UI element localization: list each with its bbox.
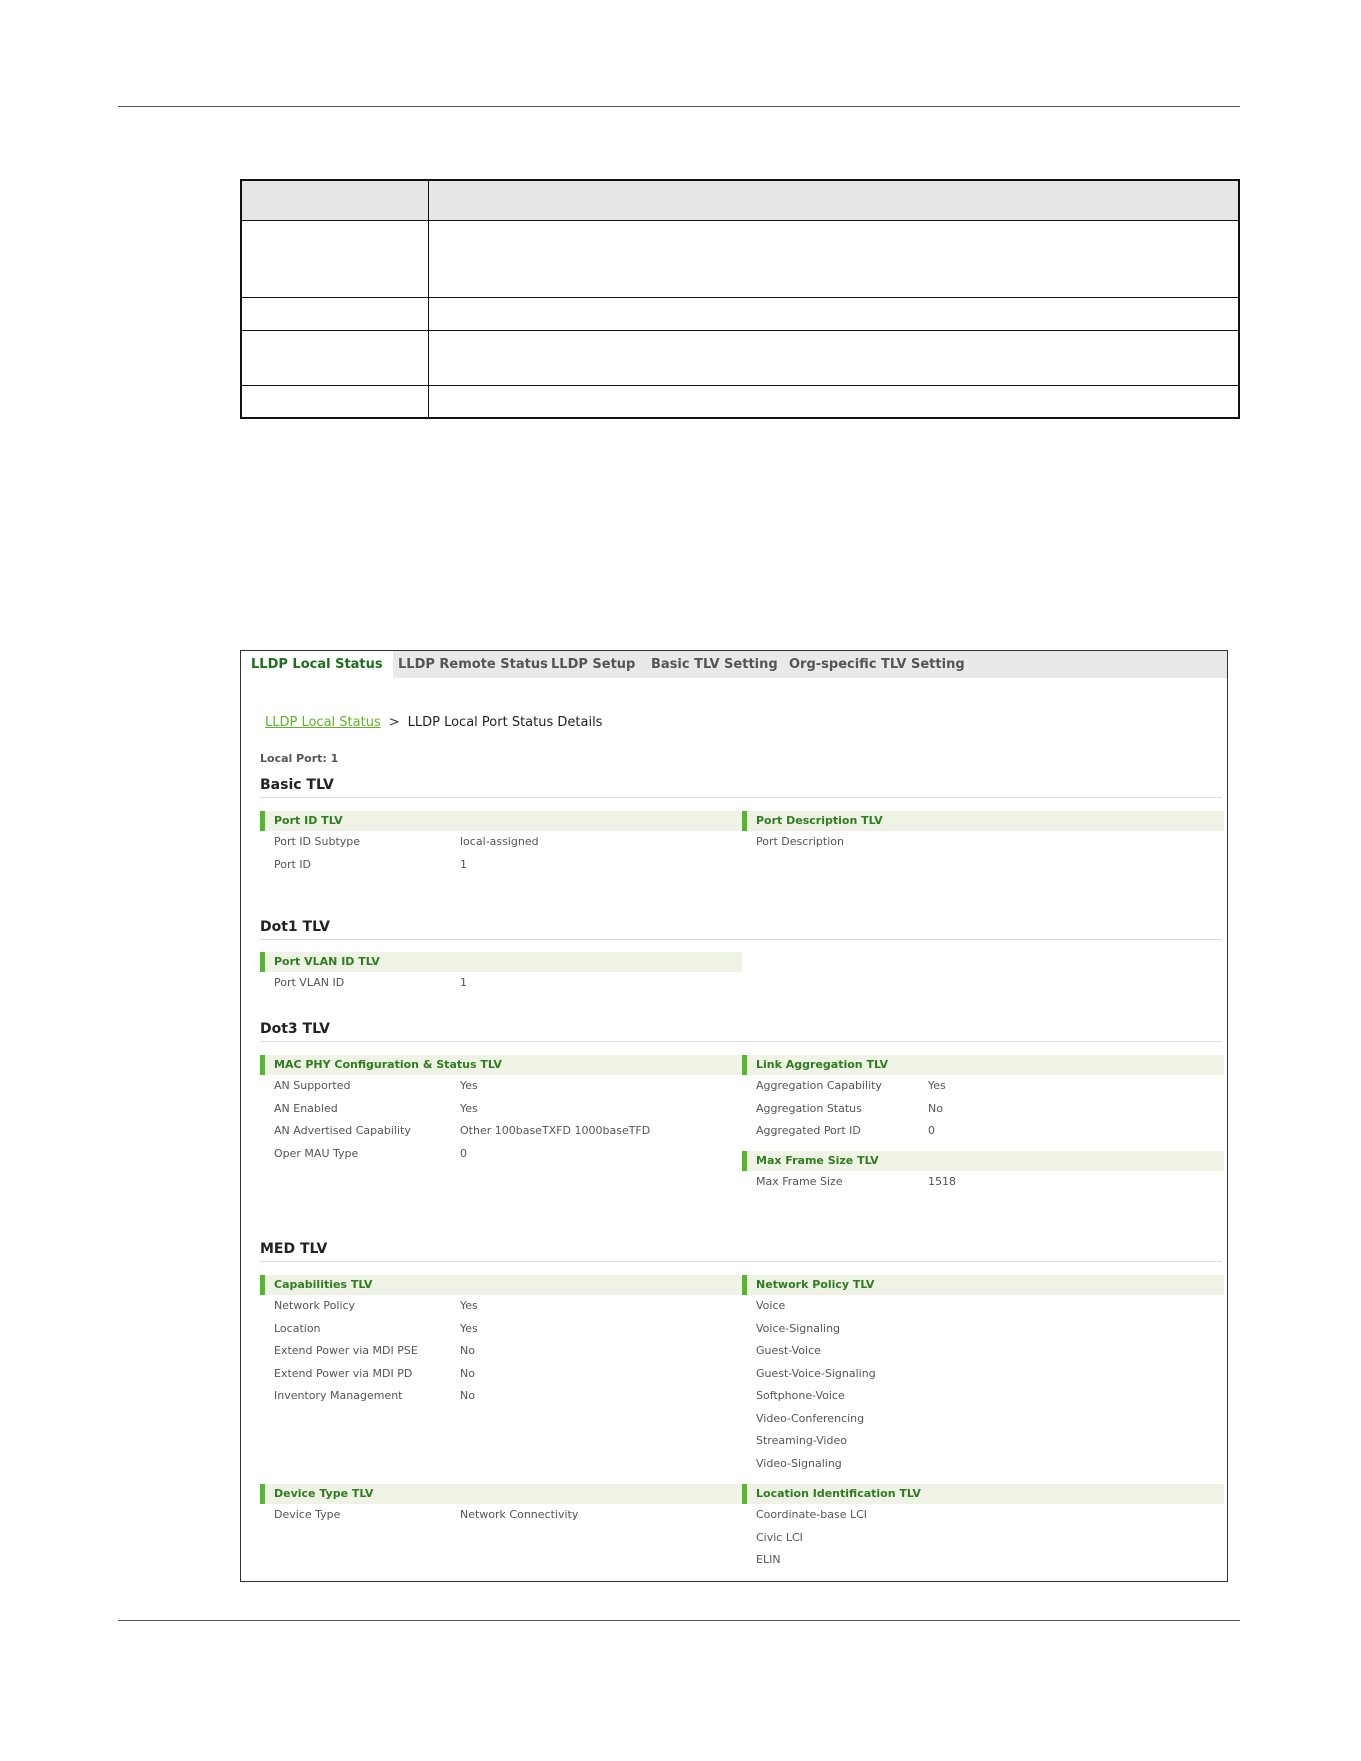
header-rule — [118, 106, 1240, 107]
tlv-row — [742, 1098, 1224, 1121]
tlv-field-label: ELIN — [756, 1553, 781, 1566]
tlv-field-label: Extend Power via MDI PD — [274, 1366, 413, 1380]
tlv-field-label: Max Frame Size — [756, 1175, 843, 1188]
breadcrumb — [265, 715, 602, 730]
tab-bar — [241, 651, 1227, 678]
table-cell — [241, 386, 429, 419]
tlv-field-label: Coordinate-base LCI — [756, 1508, 868, 1521]
tlv-row — [260, 831, 742, 854]
tlv-row — [742, 1295, 1224, 1318]
device-type-tlv-group — [260, 1484, 742, 1527]
tlv-row — [742, 1408, 1224, 1431]
tlv-field-label: Port VLAN ID — [274, 976, 345, 989]
tlv-field-label: Network Policy — [274, 1299, 356, 1312]
tlv-field-value: Yes — [460, 1079, 478, 1092]
table-cell — [429, 298, 1240, 331]
table-cell — [429, 331, 1240, 386]
tlv-row — [742, 1549, 1224, 1572]
table-cell — [241, 221, 429, 298]
tlv-field-label: Extend Power via MDI PSE — [274, 1344, 418, 1357]
tlv-field-label: Aggregation Status — [756, 1101, 862, 1115]
tlv-field-label: Port Description — [756, 835, 844, 848]
tlv-field-value: Yes — [460, 1101, 478, 1115]
tlv-row — [260, 1504, 742, 1527]
location-identification-tlv-group — [742, 1484, 1224, 1572]
tlv-row — [260, 1120, 742, 1143]
table-row — [241, 386, 1239, 419]
tab-lldp-local-status[interactable]: LLDP Local Status — [241, 651, 393, 678]
tlv-row — [742, 1385, 1224, 1408]
tlv-field-label: Voice-Signaling — [756, 1321, 841, 1335]
tlv-row — [742, 1120, 1224, 1143]
tlv-row — [742, 1430, 1224, 1453]
tab-lldp-setup[interactable]: LLDP Setup — [551, 657, 636, 672]
tlv-row — [260, 1363, 742, 1386]
tlv-group-title: Port VLAN ID TLV — [260, 952, 742, 972]
tlv-group-title: Link Aggregation TLV — [742, 1055, 1224, 1075]
tlv-field-value: Yes — [460, 1299, 478, 1312]
breadcrumb-link-lldp-local-status[interactable]: LLDP Local Status — [265, 715, 381, 730]
tlv-field-value: 0 — [460, 1146, 467, 1160]
tlv-row — [742, 1075, 1224, 1098]
lldp-local-port-status-screen — [240, 650, 1228, 1582]
tlv-row — [260, 1075, 742, 1098]
tab-lldp-remote-status[interactable]: LLDP Remote Status — [398, 657, 548, 672]
port-vlan-id-tlv-group — [260, 952, 742, 995]
port-description-tlv-group — [742, 811, 1224, 854]
tlv-field-label: AN Enabled — [274, 1101, 338, 1115]
section-med-tlv: MED TLV — [260, 1241, 1222, 1262]
tlv-group-title: Device Type TLV — [260, 1484, 742, 1504]
tlv-field-label: Civic LCI — [756, 1530, 803, 1544]
tlv-field-value: No — [460, 1366, 475, 1380]
tlv-field-label: Video-Signaling — [756, 1456, 842, 1470]
section-dot3-tlv: Dot3 TLV — [260, 1021, 1222, 1042]
tlv-field-value: 0 — [928, 1124, 935, 1137]
table-cell — [241, 331, 429, 386]
tlv-group-title: Port ID TLV — [260, 811, 742, 831]
footer-rule — [118, 1620, 1240, 1621]
tlv-field-value: Other 100baseTXFD 1000baseTFD — [460, 1124, 651, 1137]
tlv-group-title: Max Frame Size TLV — [742, 1151, 1224, 1171]
tlv-field-label: Guest-Voice-Signaling — [756, 1366, 876, 1380]
table-cell — [429, 386, 1240, 419]
tlv-field-label: Inventory Management — [274, 1389, 403, 1402]
tlv-row — [742, 1363, 1224, 1386]
tlv-row — [260, 1098, 742, 1121]
tlv-field-value: 1 — [460, 857, 467, 871]
table-header-cell — [241, 180, 429, 221]
description-table — [240, 179, 1240, 419]
tlv-row — [260, 854, 742, 877]
tlv-field-label: Streaming-Video — [756, 1434, 847, 1447]
tlv-group-title: Network Policy TLV — [742, 1275, 1224, 1295]
tlv-row — [260, 1385, 742, 1408]
tlv-group-title: Port Description TLV — [742, 811, 1224, 831]
tlv-field-label: AN Advertised Capability — [274, 1124, 411, 1137]
table-row — [241, 221, 1239, 298]
section-basic-tlv: Basic TLV — [260, 777, 1222, 798]
tlv-row — [742, 1171, 1224, 1194]
tlv-row — [742, 831, 1224, 854]
tlv-field-label: Voice — [756, 1299, 786, 1312]
tlv-field-value: 1 — [460, 976, 467, 989]
tlv-field-value: No — [460, 1344, 475, 1357]
tlv-field-value: Yes — [928, 1079, 946, 1092]
tlv-row — [260, 1318, 742, 1341]
tlv-group-title: MAC PHY Configuration & Status TLV — [260, 1055, 742, 1075]
tlv-field-label: AN Supported — [274, 1079, 351, 1092]
tlv-group-title: Location Identification TLV — [742, 1484, 1224, 1504]
link-aggregation-tlv-group — [742, 1055, 1224, 1143]
capabilities-tlv-group — [260, 1275, 742, 1408]
tlv-row — [742, 1340, 1224, 1363]
tlv-field-label: Port ID — [274, 857, 312, 871]
tlv-field-value: 1518 — [928, 1175, 956, 1188]
table-row — [241, 331, 1239, 386]
tlv-field-label: Aggregated Port ID — [756, 1124, 861, 1137]
tlv-field-value: Yes — [460, 1321, 478, 1335]
tlv-field-label: Softphone-Voice — [756, 1389, 845, 1402]
tlv-field-label: Location — [274, 1321, 321, 1335]
port-id-tlv-group — [260, 811, 742, 876]
tlv-field-value: local-assigned — [460, 835, 539, 848]
tlv-field-value: Network Connectivity — [460, 1508, 579, 1521]
tlv-row — [742, 1453, 1224, 1476]
tlv-row — [260, 1340, 742, 1363]
tlv-field-label: Aggregation Capability — [756, 1079, 882, 1092]
tlv-group-title: Capabilities TLV — [260, 1275, 742, 1295]
section-dot1-tlv: Dot1 TLV — [260, 919, 1222, 940]
tlv-row — [260, 972, 742, 995]
mac-phy-tlv-group — [260, 1055, 742, 1165]
tlv-field-label: Video-Conferencing — [756, 1411, 865, 1425]
network-policy-tlv-group — [742, 1275, 1224, 1475]
breadcrumb-current: LLDP Local Port Status Details — [407, 715, 603, 730]
table-row — [241, 298, 1239, 331]
tlv-row — [742, 1318, 1224, 1341]
table-cell — [429, 221, 1240, 298]
tlv-field-label: Oper MAU Type — [274, 1146, 359, 1160]
tlv-row — [742, 1504, 1224, 1527]
tlv-row — [260, 1295, 742, 1318]
table-header-row — [241, 180, 1239, 221]
tlv-field-label: Port ID Subtype — [274, 835, 361, 848]
tlv-field-value: No — [928, 1101, 943, 1115]
tlv-field-label: Device Type — [274, 1508, 341, 1521]
tab-basic-tlv-setting[interactable]: Basic TLV Setting — [651, 657, 778, 672]
tab-org-specific-tlv-setting[interactable]: Org-specific TLV Setting — [789, 657, 965, 672]
table-header-cell — [429, 180, 1240, 221]
tlv-row — [260, 1143, 742, 1166]
local-port-label: Local Port: 1 — [260, 752, 339, 765]
tlv-field-label: Guest-Voice — [756, 1344, 821, 1357]
max-frame-size-tlv-group — [742, 1151, 1224, 1194]
tlv-row — [742, 1527, 1224, 1550]
table-cell — [241, 298, 429, 331]
tlv-field-value: No — [460, 1389, 475, 1402]
breadcrumb-separator: > — [388, 715, 400, 730]
